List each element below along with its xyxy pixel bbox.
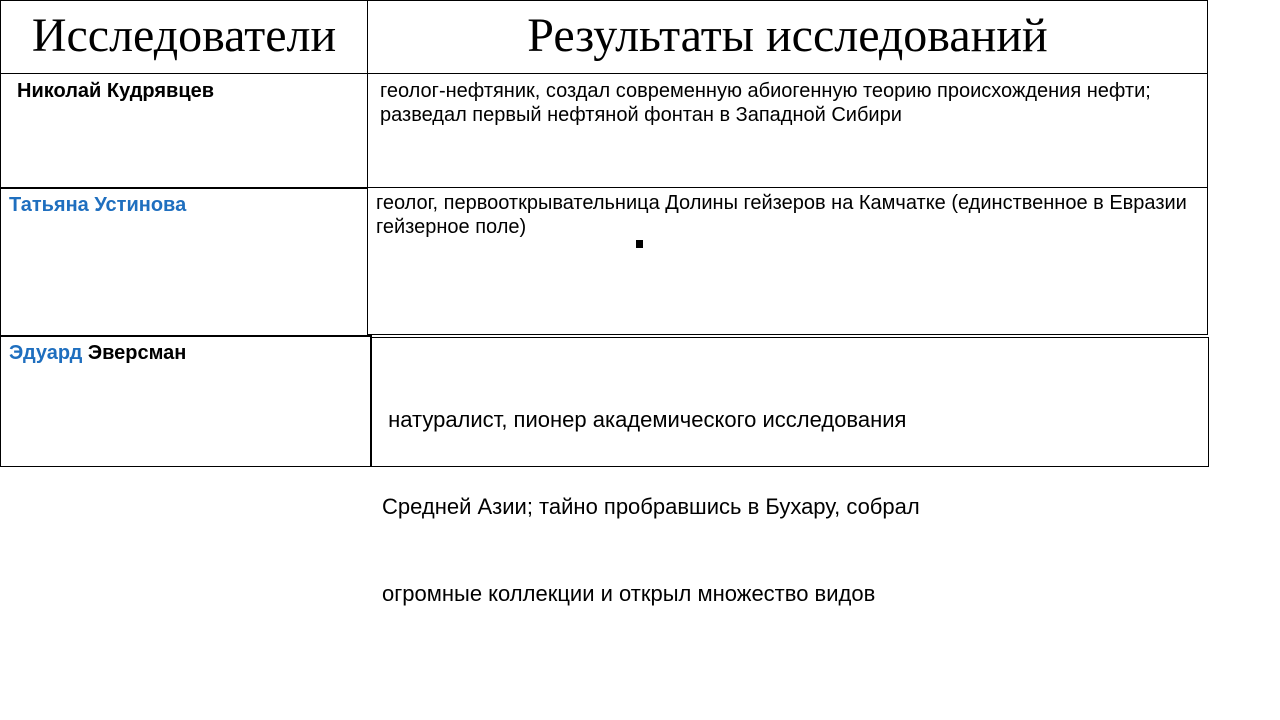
research-result: геолог, первооткрывательница Долины гейзеров на Камчатке (единственное в Евразии гейзерное поле) (376, 192, 1187, 238)
table-row-3-result-cell (371, 337, 1209, 606)
table-row-1-result-cell (367, 73, 1208, 188)
researcher-first-name: Эдуард (9, 342, 83, 364)
research-result-line: натуралист, пионер академического исследования (382, 407, 907, 432)
table-row-3-name-cell (0, 335, 372, 467)
researcher-name: Николай Кудрявцев (17, 80, 215, 102)
research-result-line: огромные коллекции и открыл множество видов (382, 581, 876, 606)
header-researchers-text: Исследователи (31, 9, 337, 62)
research-result-line: Средней Азии; тайно пробравшись в Бухару, собрал (382, 494, 920, 519)
table-row-2-name-cell (0, 187, 368, 336)
header-results (367, 0, 1208, 74)
stray-dot-mark (636, 240, 643, 248)
research-result: геолог-нефтяник, создал современную абиогенную теорию происхождения нефти; разведал первый нефтяной фонтан в Западной Сибири (380, 80, 1151, 126)
researcher-last-name: Эверсман (82, 342, 187, 364)
research-result (382, 347, 920, 666)
researcher-name: Татьяна Устинова (9, 194, 187, 216)
table-row-1-name-cell (0, 73, 368, 188)
table-row-2-result-cell (367, 187, 1208, 335)
header-researchers (0, 0, 368, 74)
researcher-name (9, 341, 186, 365)
header-results-text: Результаты исследований (527, 9, 1048, 62)
